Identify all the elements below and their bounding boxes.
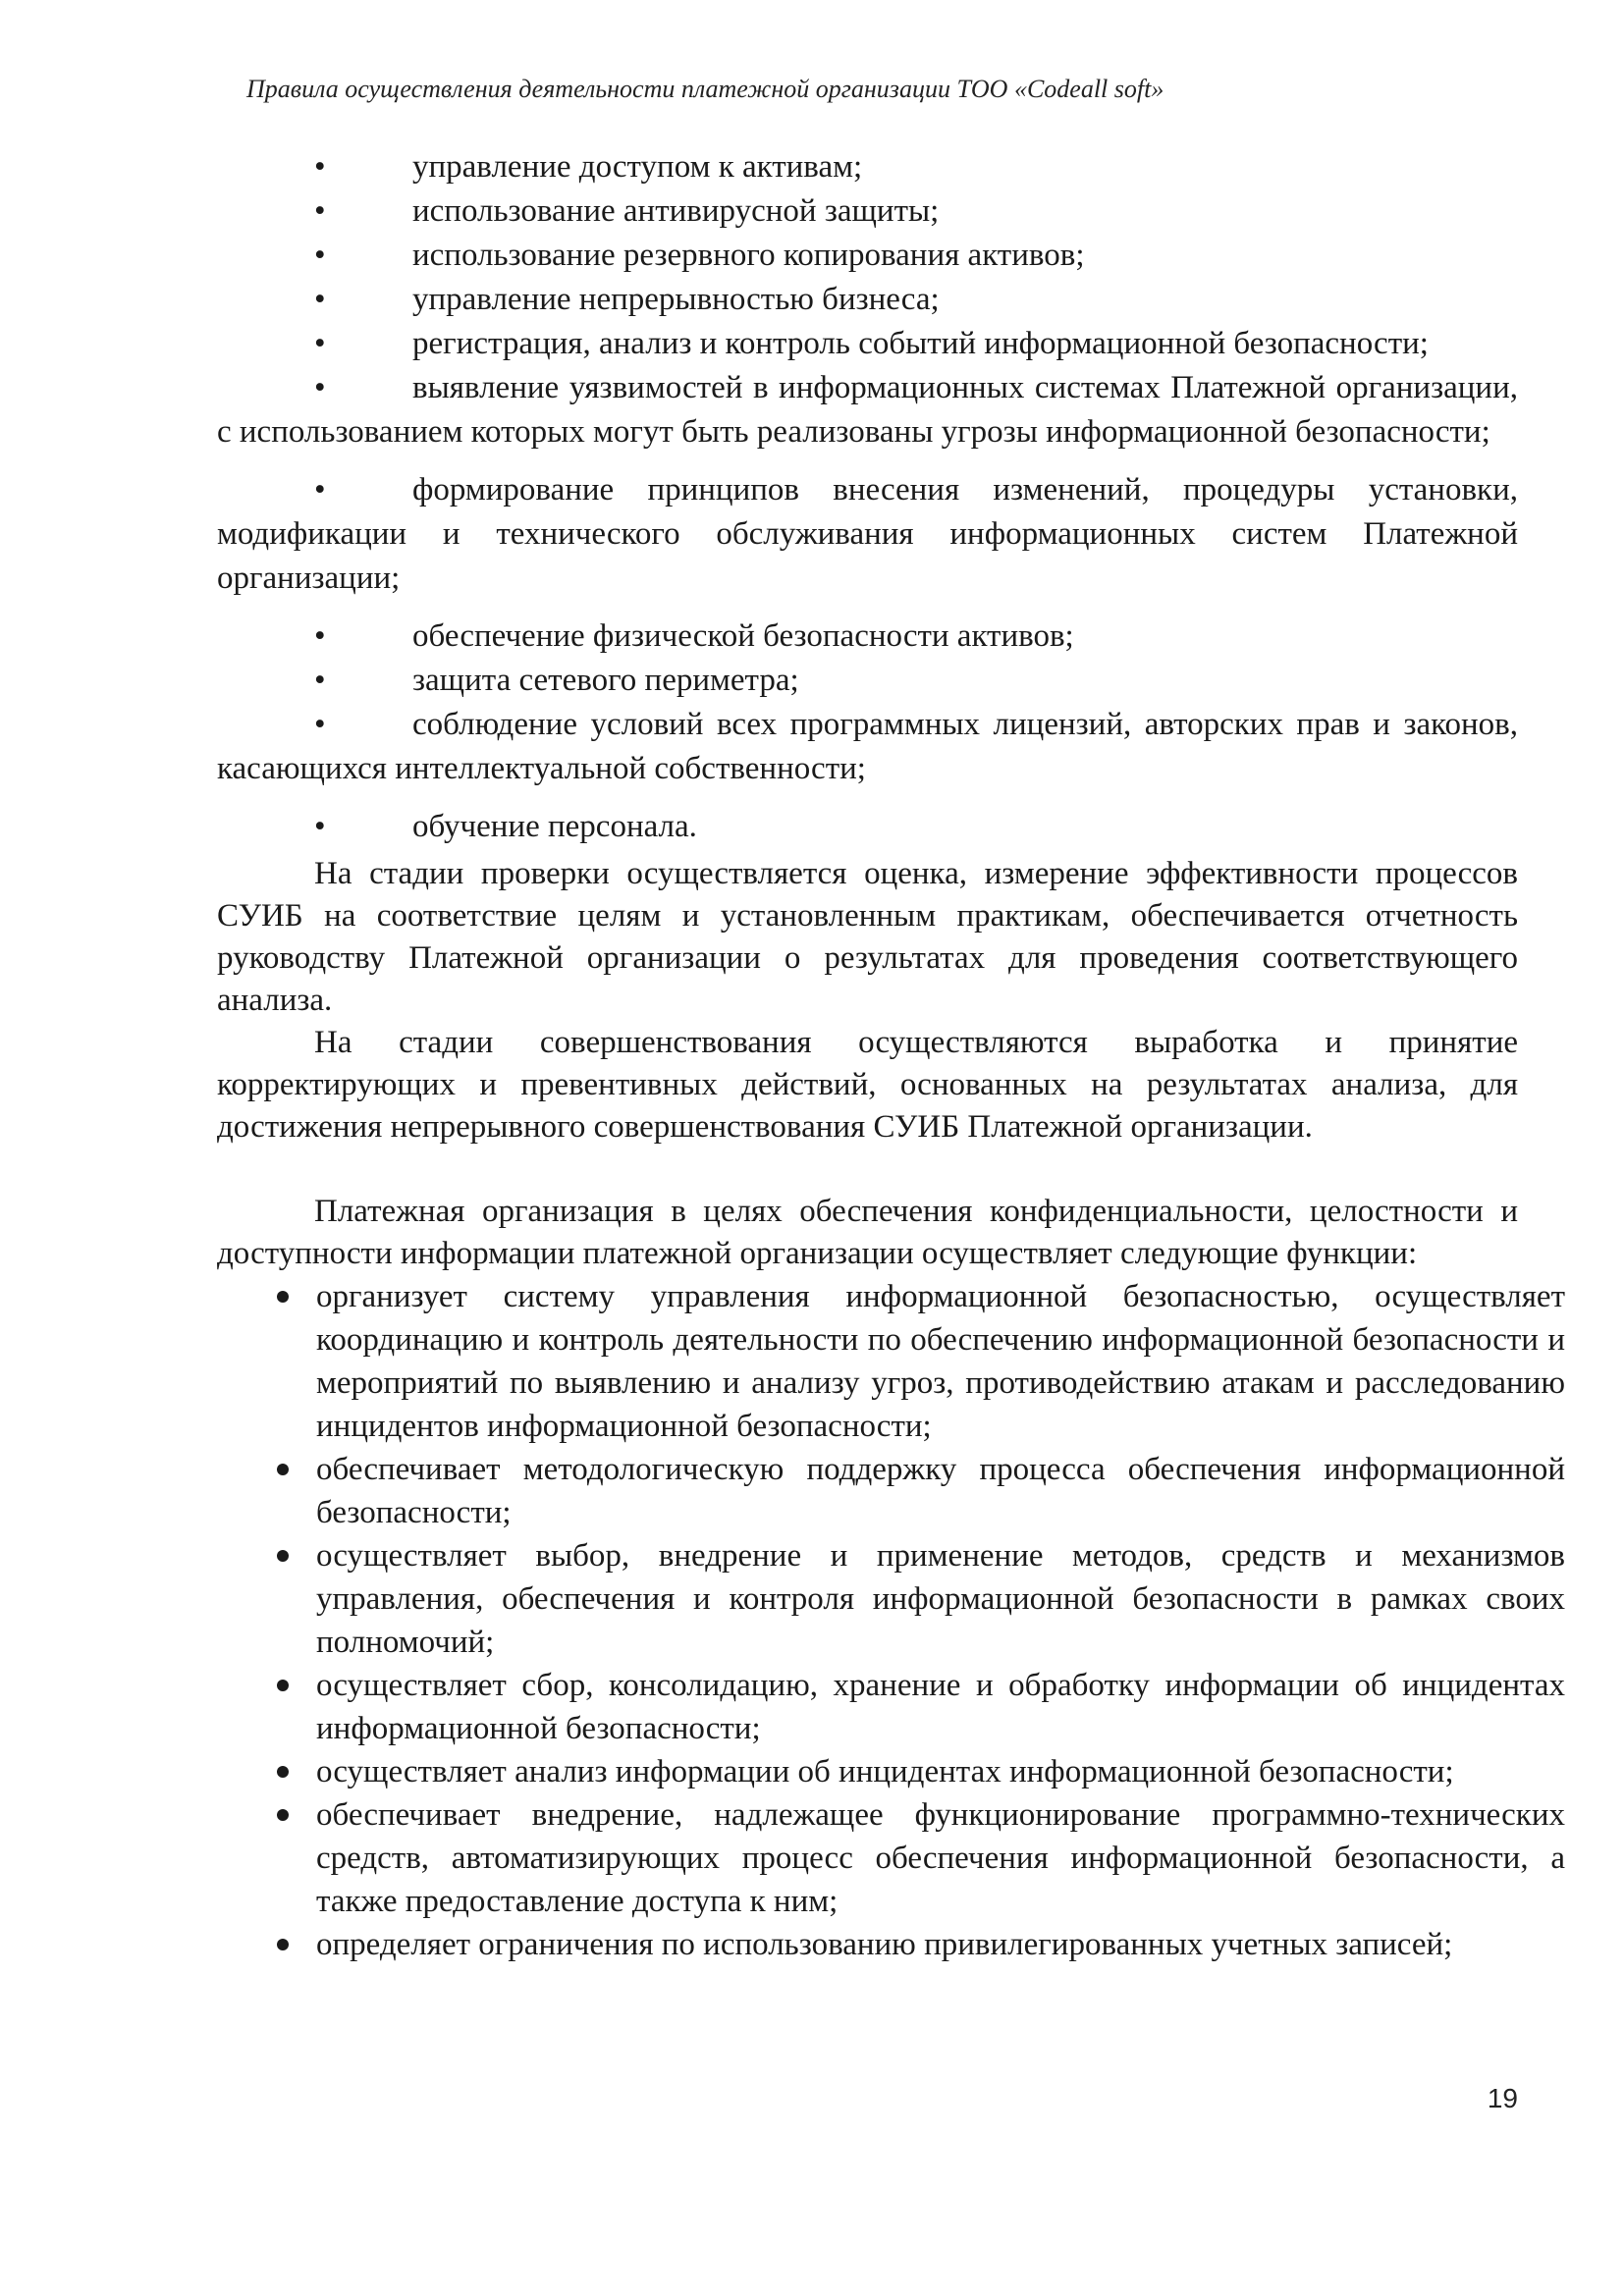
list-item [217, 1923, 1565, 1966]
list-item: • обучение персонала. [314, 809, 697, 844]
list-item [217, 1664, 1565, 1750]
bullet-dot-icon [268, 1664, 298, 1707]
list-item-text: соблюдение условий всех программных лицензий, авторских прав и законов, касающихся интеллектуальной собственности; [217, 707, 1518, 786]
list-item: • формирование принципов внесения изменений, процедуры установки, модификации и технического обслуживания информационных систем Платежной организации; [217, 472, 1518, 596]
list-item-text: формирование принципов внесения изменений, процедуры установки, модификации и технического обслуживания информационных систем Платежной организации; [217, 472, 1518, 596]
bullet-dot-icon [268, 1448, 298, 1491]
list-item-text: обеспечивает методологическую поддержку процесса обеспечения информационной безопасности; [316, 1452, 1565, 1530]
list-item: • защита сетевого периметра; [314, 663, 799, 698]
paragraph-functions-intro: Платежная организация в целях обеспечения конфиденциальности, целостности и доступности информации платежной организации осуществляет следующие функции: [217, 1194, 1518, 1271]
paragraph-improvement-stage: На стадии совершенствования осуществляются выработка и принятие корректирующих и превентивных действий, основанных на результатах анализа, для достижения непрерывного совершенствования СУИБ Платежной организации. [217, 1025, 1518, 1145]
list-item: • регистрация, анализ и контроль событий информационной безопасности; [314, 326, 1429, 361]
bullet-dot-icon [268, 1275, 298, 1318]
paragraph-check-stage: На стадии проверки осуществляется оценка, измерение эффективности процессов СУИБ на соответствие целям и установленным практикам, обеспечивается отчетность руководству Платежной организации о результатах для проведения соответствующего анализа. [217, 856, 1518, 1018]
list-item-text: осуществляет анализ информации об инцидентах информационной безопасности; [316, 1754, 1454, 1789]
list-item: • выявление уязвимостей в информационных системах Платежной организации, с использованием которых могут быть реализованы угрозы информационной безопасности; [217, 370, 1518, 450]
dash-list [217, 145, 1518, 849]
page-number: 19 [1487, 2083, 1518, 2113]
list-item [217, 1750, 1565, 1793]
functions-list [217, 1275, 1565, 1966]
list-item-text: осуществляет выбор, внедрение и применение методов, средств и механизмов управления, обеспечения и контроля информационной безопасности в рамках своих полномочий; [316, 1538, 1565, 1660]
bullet-dot-icon [268, 1793, 298, 1837]
list-item-text: организует систему управления информационной безопасностью, осуществляет координацию и контроль деятельности по обеспечению информационной безопасности и мероприятий по выявлению и анализу угроз, противодействию атакам и расследованию инцидентов информационной безопасности; [316, 1279, 1565, 1444]
list-item: • соблюдение условий всех программных лицензий, авторских прав и законов, касающихся интеллектуальной собственности; [217, 707, 1518, 786]
list-item-text: выявление уязвимостей в информационных системах Платежной организации, с использованием которых могут быть реализованы угрозы информационной безопасности; [217, 370, 1518, 450]
list-item-text: обеспечивает внедрение, надлежащее функционирование программно-технических средств, автоматизирующих процесс обеспечения информационной безопасности, а также предоставление доступа к ним; [316, 1797, 1565, 1919]
list-item-text: управление непрерывностью бизнеса; [412, 282, 940, 317]
list-item: • обеспечение физической безопасности активов; [314, 618, 1074, 654]
bullet-dot-icon [268, 1750, 298, 1793]
list-item-text: защита сетевого периметра; [412, 663, 799, 698]
list-item-text: использование антивирусной защиты; [412, 193, 940, 229]
list-item: • управление непрерывностью бизнеса; [314, 282, 940, 317]
list-item [217, 1275, 1565, 1448]
list-item-text: определяет ограничения по использованию привилегированных учетных записей; [316, 1927, 1453, 1962]
list-item [217, 1534, 1565, 1664]
bullet-dot-icon [268, 1534, 298, 1577]
list-item-text: обучение персонала. [412, 809, 697, 844]
list-item: • использование резервного копирования активов; [314, 238, 1085, 273]
list-item: • использование антивирусной защиты; [314, 193, 940, 229]
list-item-text: осуществляет сбор, консолидацию, хранение и обработку информации об инцидентах информационной безопасности; [316, 1668, 1565, 1746]
list-item-text: обеспечение физической безопасности активов; [412, 618, 1074, 654]
list-item-text: использование резервного копирования активов; [412, 238, 1085, 273]
list-item: • управление доступом к активам; [314, 149, 863, 185]
bullet-dot-icon [268, 1923, 298, 1966]
list-item-text: управление доступом к активам; [412, 149, 863, 185]
list-item [217, 1793, 1565, 1923]
list-item [217, 1448, 1565, 1534]
list-item-text: регистрация, анализ и контроль событий информационной безопасности; [412, 326, 1429, 361]
running-header: Правила осуществления деятельности платежной организации ТОО «Codeall soft» [246, 75, 1164, 103]
page-content [217, 145, 1565, 1966]
